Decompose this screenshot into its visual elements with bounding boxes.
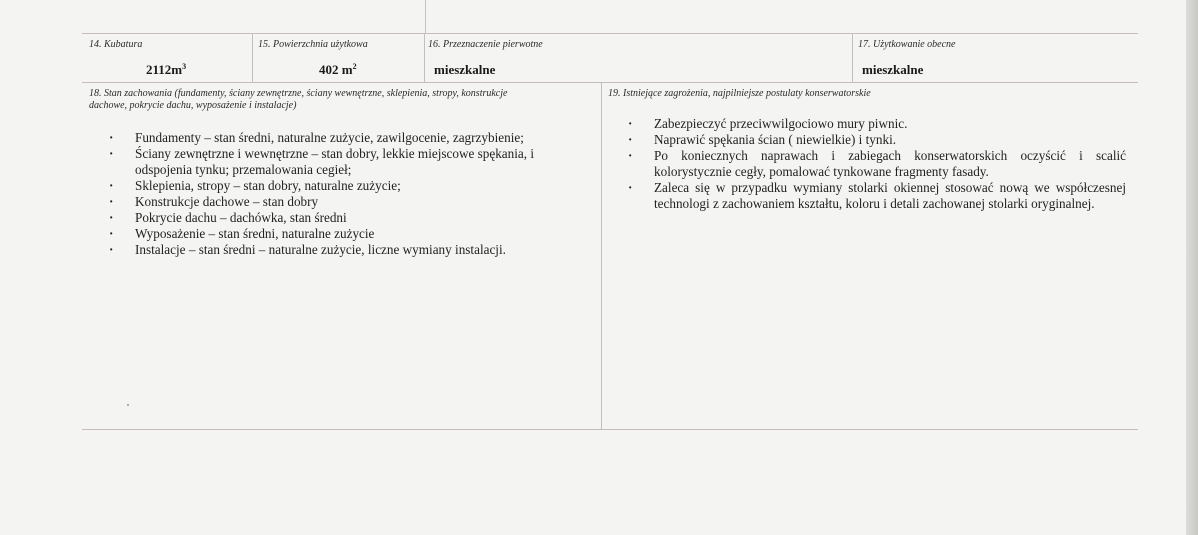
scan-speck — [127, 404, 129, 406]
page-edge-shadow — [1186, 0, 1198, 535]
col-divider-3 — [852, 33, 853, 82]
powierzchnia-value — [319, 62, 357, 78]
list-item: · Zabezpieczyć przeciwwilgociowo mury piwnic. — [628, 116, 1126, 132]
zagrozenia-label: 19. Istniejące zagrożenia, najpilniejsze postulaty konserwatorskie — [608, 88, 871, 99]
table-bottom-border — [82, 429, 1138, 430]
row-divider — [82, 82, 1138, 83]
powierzchnia-unit-exponent: 2 — [352, 62, 357, 71]
list-item: · Ściany zewnętrzne i wewnętrzne – stan dobry, lekkie miejscowe spękania, i odspojenia tynku; przemalowania cegieł; — [109, 146, 571, 178]
list-item: · Pokrycie dachu – dachówka, stan średni — [109, 210, 571, 226]
kubatura-number: 2112m — [146, 62, 183, 77]
zagrozenia-list — [628, 116, 1126, 212]
col-divider-1 — [252, 33, 253, 82]
top-divider — [425, 0, 426, 33]
table-top-border — [82, 33, 1138, 34]
list-item: · Konstrukcje dachowe – stan dobry — [109, 194, 571, 210]
powierzchnia-number: 402 m — [319, 62, 353, 77]
uzytkowanie-label: 17. Użytkowanie obecne — [858, 39, 956, 50]
list-item: · Naprawić spękania ścian ( niewielkie) i tynki. — [628, 132, 1126, 148]
kubatura-unit-exponent: 3 — [182, 62, 187, 71]
stan-label-line2: dachowe, pokrycie dachu, wyposażenie i instalacje) — [89, 100, 297, 111]
stan-zachowania-label — [89, 88, 594, 112]
powierzchnia-label: 15. Powierzchnia użytkowa — [258, 39, 368, 50]
list-item: · Fundamenty – stan średni, naturalne zużycie, zawilgocenie, zagrzybienie; — [109, 130, 571, 146]
stan-label-line1: 18. Stan zachowania (fundamenty, ściany zewnętrzne, ściany wewnętrzne, sklepienia, stropy, konstrukcje — [89, 88, 508, 99]
uzytkowanie-value: mieszkalne — [862, 62, 924, 77]
kubatura-label: 14. Kubatura — [89, 39, 143, 50]
przeznaczenie-label: 16. Przeznaczenie pierwotne — [428, 39, 543, 50]
list-item: · Po koniecznych naprawach i zabiegach konserwatorskich oczyścić i scalić kolorystycznie cegły, pomalować tynkowane fragmenty fasady. — [628, 148, 1126, 180]
col-divider-2 — [424, 33, 425, 82]
kubatura-value — [146, 62, 186, 78]
list-item: · Wyposażenie – stan średni, naturalne zużycie — [109, 226, 571, 242]
list-item: · Sklepienia, stropy – stan dobry, naturalne zużycie; — [109, 178, 571, 194]
stan-zachowania-list — [109, 130, 571, 258]
list-item: · Zaleca się w przypadku wymiany stolarki okiennej stosować nową we współczesnej technologi z zachowaniem kształtu, koloru i detali zachowanej stolarki oryginalnej. — [628, 180, 1126, 212]
col-divider-main — [601, 82, 602, 429]
przeznaczenie-value: mieszkalne — [434, 62, 496, 77]
list-item: · Instalacje – stan średni – naturalne zużycie, liczne wymiany instalacji. — [109, 242, 571, 258]
